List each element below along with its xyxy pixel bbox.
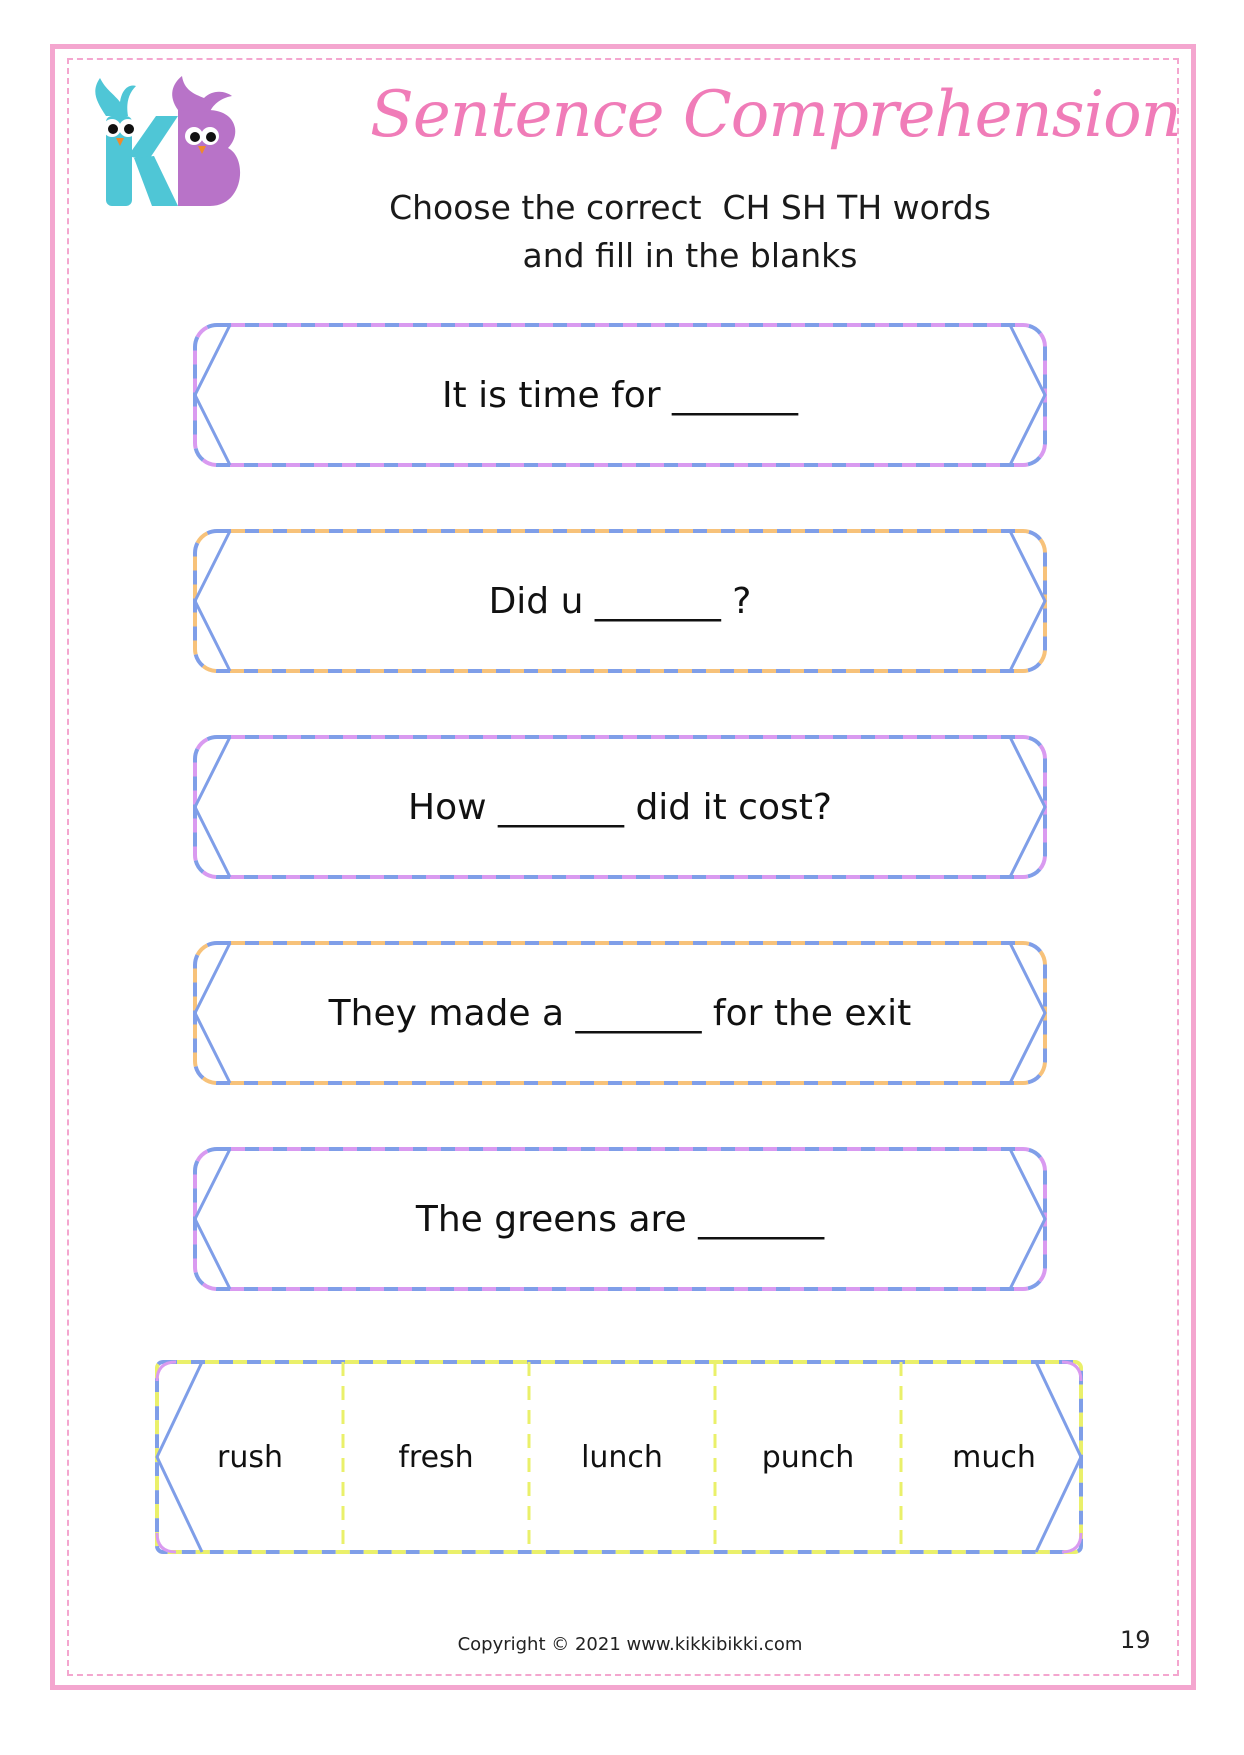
copyright-text: Copyright © 2021 www.kikkibikki.com [457,1634,803,1655]
instruction-text [340,184,1040,280]
page-number: 19 [1120,1626,1151,1654]
sentence-text-2: Did u _______ ? [488,580,752,622]
sentence-box [192,940,1048,1086]
sentence-box [192,734,1048,880]
sentence-text-5: The greens are _______ [415,1198,825,1240]
word-option-rush[interactable]: rush [217,1439,283,1475]
sentence-box [192,1146,1048,1292]
sentence-box [192,528,1048,674]
word-option-much[interactable]: much [952,1439,1036,1475]
word-bank [154,1359,1084,1555]
sentence-text-4: They made a _______ for the exit [328,992,912,1034]
kb-logo [86,76,246,211]
logo-letter-k [95,78,178,206]
word-option-fresh[interactable]: fresh [398,1439,474,1475]
word-option-punch[interactable]: punch [761,1439,855,1475]
sentence-text-3: How _______ did it cost? [408,786,832,828]
instruction-line-1: Choose the correct CH SH TH words [389,188,991,227]
sentence-box [192,322,1048,468]
page-title: Sentence Comprehension [370,78,1181,152]
word-option-lunch[interactable]: lunch [581,1439,663,1475]
logo-letter-b [172,76,240,206]
instruction-line-2: and fill in the blanks [522,236,858,275]
sentence-text-1: It is time for _______ [441,374,799,416]
